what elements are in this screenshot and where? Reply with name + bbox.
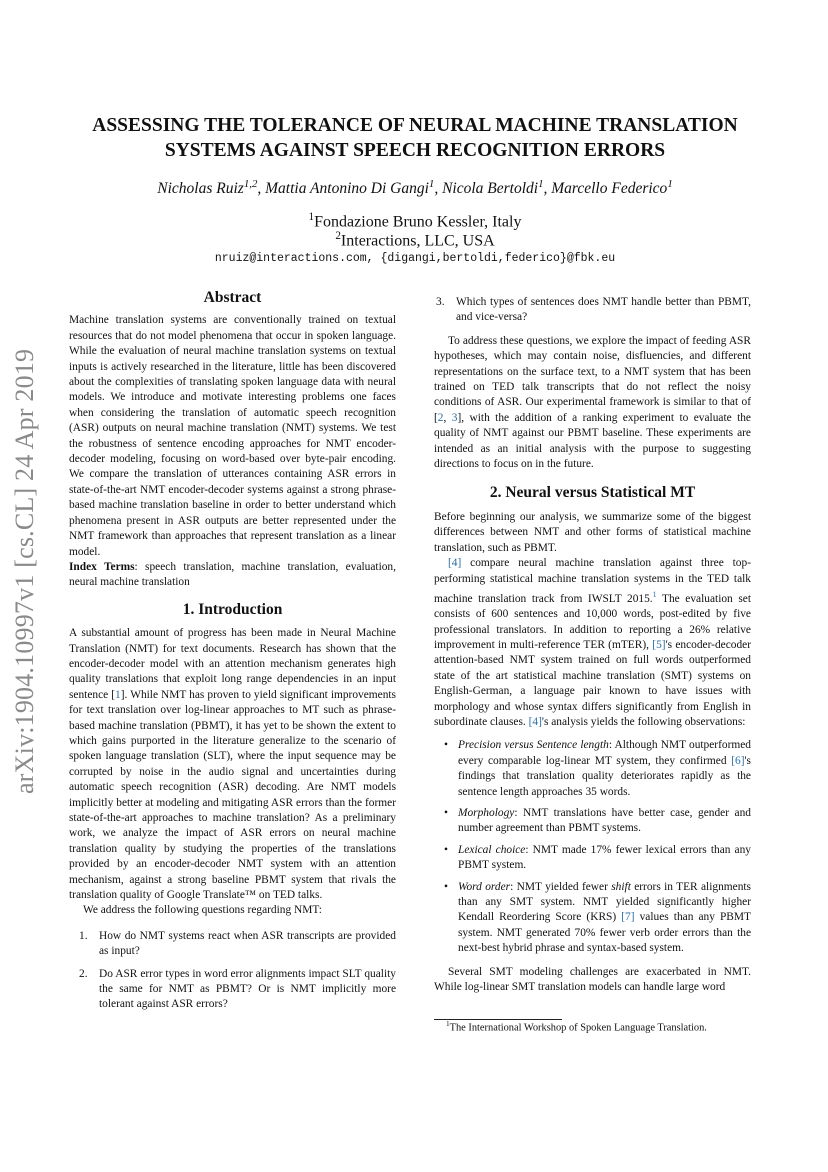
citation-link[interactable]: [6] — [731, 754, 745, 767]
list-item — [444, 843, 751, 874]
author-affiliation-mark: 1 — [667, 178, 673, 190]
footnote — [446, 1020, 746, 1033]
affiliation-text: Interactions, LLC, USA — [340, 232, 495, 250]
questions-list — [79, 929, 396, 1013]
list-number: 3. — [436, 296, 445, 308]
emphasis-text: shift — [611, 880, 631, 893]
section-2-heading: 2. Neural versus Statistical MT — [489, 484, 696, 502]
right-paragraph-1 — [434, 334, 751, 473]
citation-link[interactable]: [4] — [448, 557, 462, 570]
body-text: 's encoder-decoder attention-based NMT system trained on full words outperformed state of the art statistical machine translation (SMT) systems on English-German, a language pair known to have issues with morphology and whose syntax differs significantly from English in subordinate clauses. — [434, 638, 751, 728]
affiliation-1 — [70, 211, 760, 231]
citation-link[interactable]: [5] — [652, 638, 666, 651]
list-item-text: How do NMT systems react when ASR transcripts are provided as input? — [99, 929, 396, 958]
observations-list — [444, 738, 751, 956]
body-text: ], with the addition of a ranking experiment to evaluate the quality of NMT against our PBMT baseline. These experiments are intended as an initial analysis with the purpose to suggesting directions to focus on in the future. — [434, 411, 751, 471]
list-item-label: Lexical choice — [458, 843, 526, 856]
body-text: compare neural machine translation against three top-performing statistical machine translation systems in the TED talk machine translation track from IWSLT 2015. — [434, 557, 751, 605]
author-name: Nicholas Ruiz — [157, 180, 244, 198]
intro-text: A substantial amount of progress has been made in Neural Machine Translation (NMT) for text documents. Research has shown that the encoder-decoder model with an attention mechanism generates high quality translations that exploit long range dependencies in an input sentence [ — [69, 627, 396, 701]
intro-paragraph-2: We address the following questions regarding NMT: — [83, 904, 322, 917]
right-column — [434, 295, 751, 995]
list-number: 2. — [79, 967, 88, 980]
author-list: Nicholas Ruiz$^{1,2}$, Mattia Antonino Di Gangi$^1$, Nicola Bertoldi$^1$, Marcello Federico$^1$ — [157, 178, 673, 198]
list-item — [444, 806, 751, 837]
list-item-label: Morphology — [458, 806, 515, 819]
list-number: 1. — [79, 929, 88, 942]
right-paragraph-3 — [434, 556, 751, 730]
author-name: Mattia Antonino Di Gangi — [265, 180, 429, 198]
right-paragraph-2: Before beginning our analysis, we summarize some of the biggest differences between NMT and other forms of statistical machine translation, such as PBMT. — [434, 510, 751, 554]
list-item-text: values than any PBMT system. NMT generated 70% fewer verb order errors than the next-best hybrid phrase and syntax-based system. — [458, 911, 751, 955]
body-text: To address these questions, we explore the impact of feeding ASR hypotheses, which may contain noise, disfluencies, and different representations on the surface text, to a NMT system that has been trained on TED talk transcripts that do not reflect the noisy conditions of ASR. Our experimental framework is similar to that of [ — [434, 334, 751, 424]
list-item — [79, 929, 396, 960]
list-item-label: Precision versus Sentence length — [458, 739, 609, 752]
list-item — [444, 880, 751, 957]
list-item-label: Word order — [458, 880, 511, 893]
citation-link[interactable]: [4] — [528, 715, 542, 728]
author-affiliation-mark: 1,2 — [243, 178, 258, 190]
paper-title — [70, 113, 760, 163]
abstract-heading: Abstract — [203, 289, 262, 306]
bullet-mark: • — [444, 739, 448, 752]
footnote-mark: 1 — [446, 1020, 450, 1028]
list-item-text: errors in TER alignments than any SMT system. NMT yielded significantly higher Kendall Reordering Score (KRS) — [458, 880, 751, 924]
questions-list-continued — [436, 295, 751, 326]
section-1-heading: 1. Introduction — [182, 600, 283, 618]
body-text: The evaluation set consists of 600 sentences and 10,000 words, post-edited by five professional translators. In addition to reporting a 26% relative improvement in multi-reference TER (mTER), — [434, 592, 751, 651]
list-item-text: Which types of sentences does NMT handle better than PBMT, and vice-versa? — [456, 296, 751, 324]
title-line-1: ASSESSING THE TOLERANCE OF NEURAL MACHINE TRANSLATION — [92, 115, 738, 136]
author-name: Marcello Federico — [551, 180, 668, 198]
body-text: 's analysis yields the following observations: — [541, 715, 746, 728]
list-item-text: : Although NMT outperformed every comparable log-linear MT system, they confirmed — [458, 739, 751, 767]
intro-text: ]. While NMT has proven to yield significant improvements for text translation over log-linear approaches to MT such as phrase-based machine translation (PBMT), it has yet to be shown the extent to which gains purported in the literature generalize to the scenario of spoken language translation (SLT), where the input sequence may be corrupted by noise in the audio signal and uncertainties during automatic speech recognition (ASR) decoding. Are NMT models implicitly better at modeling and mitigating ASR errors than the former state-of-the-art approaches to machine translation? As a preliminary work, we analyze the impact of ASR errors on neural machine translation quality by studying the properties of the translations provided by an encoder-decoder NMT system with an attention mechanism, against a strong baseline PBMT system that rivals the translation quality of Google Translate™ on TED talks. — [69, 688, 396, 902]
footnote-text: The International Workshop of Spoken Language Translation. — [449, 1022, 707, 1034]
body-text: , — [443, 411, 452, 424]
list-item — [79, 967, 396, 1013]
list-item-text: : NMT yielded fewer — [510, 880, 612, 893]
bullet-mark: • — [444, 806, 448, 819]
author-affiliation-mark: 1 — [538, 178, 544, 190]
left-column — [69, 290, 396, 1013]
affiliation-text: Fondazione Bruno Kessler, Italy — [314, 213, 522, 231]
index-terms-label: Index Terms — [69, 560, 135, 573]
right-paragraph-4: Several SMT modeling challenges are exacerbated in NMT. While log-linear SMT translation models can handle large word — [434, 965, 751, 994]
list-item-text: : NMT translations have better case, gender and number agreement than PBMT systems. — [458, 806, 751, 835]
citation-link[interactable]: 1 — [115, 688, 121, 701]
affiliation-mark: 2 — [335, 230, 341, 242]
list-item-text: : NMT made 17% fewer lexical errors than any PBMT system. — [458, 843, 751, 872]
arxiv-identifier: arXiv:1904.10997v1 [cs.CL] 24 Apr 2019 — [10, 348, 39, 794]
index-terms-text: : speech translation, machine translation, evaluation, neural machine translation — [69, 560, 396, 589]
footnote-link[interactable]: 1 — [652, 589, 657, 599]
abstract-text: Machine translation systems are conventionally trained on textual resources that do not model phenomena that occur in spoken language. While the evaluation of neural machine translation systems on textual inputs is actively researched in the literature, little has been discovered about the complexities of translating spoken language data with neural models. We introduce and motivate interesting problems one faces when considering the translation of automatic speech recognition (ASR) outputs on neural machine translation (NMT) systems. We test the robustness of sentence encoding approaches for NMT encoder-decoder modeling, focusing on word-based over byte-pair encoding. We compare the translation of utterances containing ASR errors in state-of-the-art NMT encoder-decoder systems against a strong phrase-based machine translation baseline in order to better understand which phenomena present in ASR outputs are better represented under the NMT framework than approaches that represent translation as a linear model. — [69, 314, 396, 558]
affiliation-mark: 1 — [308, 211, 315, 223]
bullet-mark: • — [444, 880, 448, 893]
intro-paragraph-1 — [69, 626, 396, 903]
list-item — [436, 295, 751, 326]
affiliation-2 — [70, 230, 760, 250]
list-item — [444, 738, 751, 800]
list-item-text: 's findings that translation quality deteriorates rapidly as the sentence length approaches 35 words. — [458, 754, 751, 798]
index-terms — [69, 560, 396, 591]
bullet-mark: • — [444, 843, 448, 856]
citation-link[interactable]: 3 — [451, 411, 458, 424]
author-affiliation-mark: 1 — [428, 178, 435, 190]
title-line-2: SYSTEMS AGAINST SPEECH RECOGNITION ERRORS — [164, 140, 666, 161]
author-name: Nicola Bertoldi — [442, 180, 539, 198]
author-emails: nruiz@interactions.com, {digangi,bertoldi,federico}@fbk.eu — [214, 252, 616, 265]
list-item-text: Do ASR error types in word error alignments impact SLT quality the same for NMT as PBMT? Or is NMT implicitly more tolerant against ASR errors? — [99, 967, 396, 1011]
citation-link[interactable]: [7] — [621, 911, 635, 924]
citation-link[interactable]: 2 — [437, 411, 444, 424]
